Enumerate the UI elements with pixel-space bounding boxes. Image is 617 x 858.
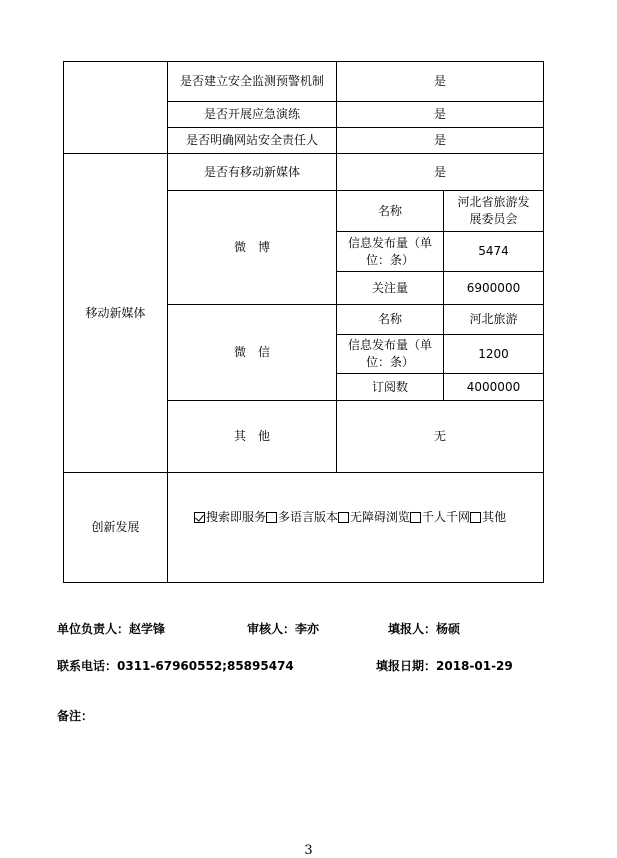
checkbox-icon[interactable] [470, 512, 481, 523]
weibo-name-value: 河北省旅游发展委员会 [457, 195, 530, 226]
innovation-label: 创新发展 [91, 520, 140, 534]
other-media-value: 无 [433, 429, 446, 443]
weixin-label: 微 信 [233, 345, 270, 359]
checkbox-icon[interactable] [338, 512, 349, 523]
other-media-label: 其 他 [233, 429, 270, 443]
innovation-option-other[interactable]: 其他 [470, 508, 506, 526]
remarks: 备注： [57, 709, 94, 723]
weibo-publish-label: 信息发布量（单位：条） [347, 235, 432, 267]
innovation-options [194, 508, 506, 526]
weibo-follow-value: 6900000 [466, 280, 521, 295]
weixin-name-label: 名称 [377, 312, 402, 326]
page-number: 3 [304, 843, 313, 858]
monitoring-label: 是否建立安全监测预警机制 [180, 74, 325, 88]
weixin-subscribe-label: 订阅数 [371, 379, 408, 394]
checkbox-icon[interactable] [410, 512, 421, 523]
drill-label: 是否开展应急演练 [203, 107, 300, 121]
drill-value: 是 [433, 107, 446, 121]
weibo-follow-label: 关注量 [371, 280, 408, 295]
contact-phone: 联系电话：0311-67960552;85895474 [57, 659, 294, 673]
innovation-option-search[interactable]: 搜索即服务 [194, 508, 266, 526]
fill-date: 填报日期：2018-01-29 [376, 659, 513, 673]
weibo-name-label: 名称 [377, 203, 402, 218]
new-media-section-label: 移动新媒体 [85, 305, 146, 320]
responsible-label: 是否明确网站安全责任人 [185, 133, 318, 147]
checkbox-icon[interactable] [266, 512, 277, 523]
monitoring-value: 是 [433, 74, 446, 88]
weibo-publish-value: 5474 [478, 244, 509, 258]
weibo-label: 微 博 [233, 240, 270, 254]
weixin-publish-value: 1200 [478, 346, 509, 361]
reviewer: 审核人：李亦 [247, 622, 320, 636]
innovation-option-accessible[interactable]: 无障碍浏览 [338, 508, 410, 526]
weixin-name-value: 河北旅游 [469, 312, 518, 326]
innovation-option-multilang[interactable]: 多语言版本 [266, 508, 338, 526]
unit-head: 单位负责人：赵学锋 [57, 622, 166, 636]
innovation-option-personalized[interactable]: 千人千网 [410, 508, 470, 526]
responsible-value: 是 [433, 133, 446, 147]
checkbox-checked-icon[interactable] [194, 512, 205, 523]
has-new-media-label: 是否有移动新媒体 [203, 164, 300, 179]
filler: 填报人：杨硕 [388, 622, 461, 636]
weixin-publish-label: 信息发布量（单位：条） [347, 338, 432, 369]
weixin-subscribe-value: 4000000 [466, 379, 521, 394]
has-new-media-value: 是 [433, 164, 446, 179]
